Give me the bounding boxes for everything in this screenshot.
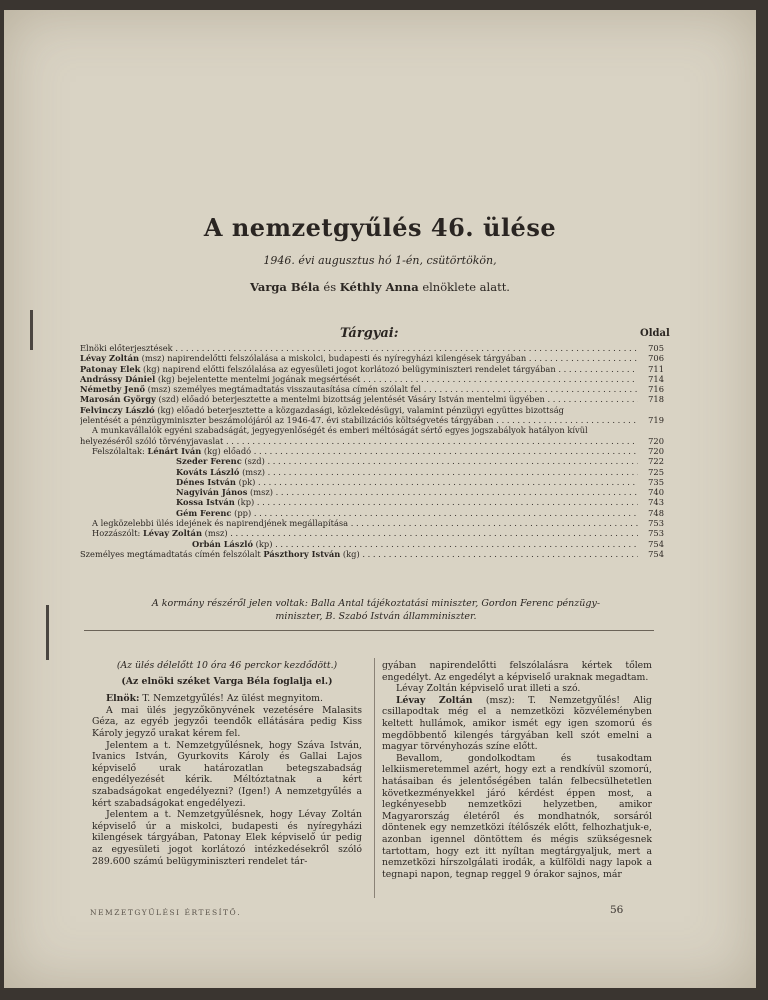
toc-entry-description: A legközelebbi ülés idejének és napirendjének megállapítása (92, 518, 349, 529)
toc-entry-description: (kg) napirend előtti felszólalása az egyesületi jogot korlátozó belügyminiszteri rendelet tárgyában (140, 363, 556, 374)
toc-entry-description: (kp) (252, 538, 273, 549)
toc-page-number: 753 (648, 528, 664, 539)
toc-page-column-label: Oldal (640, 328, 670, 339)
toc-row (80, 374, 664, 384)
toc-page-number: 705 (648, 343, 664, 353)
toc-speaker-name: Kováts László (176, 466, 240, 477)
paragraph-text: (msz): T. Nemzetgyűlés! Alig csillapodtak még el a nemzetközi közvéleményben keltett hullámok, amikor ismét egy igen szomorú és megdöbbentő kilengés tárgyában kell szót emelni a magyar törvényhozás színe előtt. (382, 694, 652, 753)
toc-speaker-name: Lévay Zoltán (80, 353, 140, 364)
toc-entry-description: (pp) (231, 507, 252, 518)
toc-row (80, 518, 664, 528)
toc-row (80, 436, 664, 446)
toc-entry-description: (kg) bejelentette mentelmi jogának megsértését (155, 373, 361, 384)
toc-entry-text (80, 518, 638, 528)
toc-speaker-name: Andrássy Dániel (80, 373, 156, 384)
toc-row (80, 425, 664, 435)
toc-speaker-name: Németby Jenő (80, 384, 146, 395)
toc-row (80, 364, 664, 374)
toc-row (80, 394, 664, 404)
toc-entry-description: helyezéséről szóló törvényjavaslat (80, 435, 224, 446)
session-date: 1946. évi augusztus hó 1-én, csütörtökön, (263, 254, 497, 267)
toc-entry-text (80, 436, 638, 446)
paragraph: Bevallom, gondolkodtam és tusakodtam lelkiismeretemmel azért, hogy ezt a rendkívül szomorú, hatásaiban és jelentőségében talán felbecsülhetetlen következményekkel járó kérdést éppen most, a legkényesebb nemzetközi helyzetben, amikor Magyarország életéről és mondhatnók, sorsáról döntenek egy nemzetközi ítélőszék előtt, felhozhatjuk-e, azonban igennel döntöttem és mégis szükségesnek tartottam, hogy ezt itt nyíltan megtárgyaljuk, mert a nemzetközi hírszolgálati irodák, a külföldi nagy lapok a tegnapi napon, tegnap reggel 9 órakor sajnos, már (382, 752, 652, 880)
toc-row (80, 353, 664, 363)
toc-page-number: 740 (648, 487, 664, 498)
toc-row (80, 539, 664, 549)
publication-name: NEMZETGYŰLÉSI ÉRTESÍTŐ. (90, 908, 242, 917)
toc-speaker-name: Lénárt Iván (147, 445, 202, 456)
toc-row (80, 384, 664, 394)
toc-speaker-name: Dénes István (176, 476, 236, 487)
page-title: A nemzetgyűlés 46. ülése (203, 213, 557, 242)
government-line-1: A kormány részéről jelen voltak: Balla Antal tájékoztatási miniszter, Gordon Ferenc pénzügy- (151, 598, 601, 609)
toc-page-number: 754 (648, 538, 664, 549)
government-attendance (86, 597, 666, 623)
chair-conj: és (323, 280, 337, 294)
toc-speaker-name: Kossa István (176, 497, 235, 508)
toc-heading: Tárgyai: (340, 326, 399, 341)
toc-page-number: 722 (648, 456, 664, 467)
chair-2: Kéthly Anna (339, 280, 419, 294)
toc-entry-description: Elnöki előterjesztések (80, 343, 173, 353)
toc-speaker-name: Gém Ferenc (176, 507, 232, 518)
chair-1: Varga Béla (250, 280, 320, 294)
chair-suffix: elnöklete alatt. (422, 280, 510, 294)
toc-speaker-name: Patonay Elek (80, 363, 141, 374)
divider (84, 630, 654, 631)
toc-row (80, 446, 664, 456)
paragraph (92, 693, 362, 705)
paragraph: Lévay Zoltán képviselő urat illeti a szó. (396, 683, 581, 695)
toc-row (80, 415, 664, 425)
toc-entry-description: (kg) (340, 548, 360, 559)
toc-row (80, 487, 664, 497)
binding-staple (30, 310, 33, 350)
toc-speaker-name: Marosán György (80, 394, 156, 405)
toc-row (80, 343, 664, 353)
toc-entry-text (80, 353, 638, 363)
toc-row (80, 508, 664, 518)
chairs-line (4, 280, 756, 294)
toc-row (80, 528, 664, 538)
speaker-name: Elnök: (106, 693, 140, 705)
toc-row (80, 477, 664, 487)
toc-row (80, 497, 664, 507)
paragraph: gyában napirendelőtti felszólalásra kértek tőlem engedélyt. Az engedélyt a képviselő uraknak megadtam. (382, 660, 652, 683)
toc-entry-text (80, 549, 638, 559)
toc-row (80, 405, 664, 415)
toc-speaker-name: Orbán László (192, 538, 253, 549)
binding-staple (46, 605, 49, 660)
government-line-2: miniszter, B. Szabó István államminiszter. (275, 611, 477, 622)
right-column (382, 660, 652, 880)
toc-entry-description: (msz) (239, 466, 266, 477)
chair-note: (Az elnöki széket Varga Béla foglalja el.) (121, 675, 333, 687)
toc-entry-text (80, 394, 638, 404)
toc-entry-text (80, 456, 638, 466)
toc-entry-text (80, 467, 638, 477)
toc-page-number: 720 (648, 445, 664, 456)
toc-speaker-name: Pászthory István (263, 548, 341, 559)
toc-page-number: 748 (648, 507, 664, 518)
toc-entry-description: (kp) (234, 497, 255, 508)
toc-entry-text (80, 539, 638, 549)
toc-page-number: 706 (648, 353, 664, 364)
paragraph (382, 695, 652, 753)
toc-page-number: 753 (648, 518, 664, 529)
toc-entry-text (80, 477, 638, 487)
toc-entry-text (80, 384, 638, 394)
paragraph: A mai ülés jegyzőkönyvének vezetésére Malasits Géza, az egyéb jegyzői teendők ellátására pedig Kiss Károly jegyző urakat kérem fel. (92, 704, 362, 739)
toc-entry-text (80, 364, 638, 374)
toc-entry-text (80, 374, 638, 384)
column-separator (374, 658, 375, 898)
toc-page-number: 716 (648, 384, 664, 395)
toc-entry-text (80, 343, 638, 353)
toc-entry-description: (msz) napirendelőtti felszólalása a miskolci, budapesti és nyíregyházi kilengések tárgyában (139, 353, 527, 364)
toc-entry-text (80, 405, 638, 415)
toc-row (80, 467, 664, 477)
toc-entry-text (80, 508, 638, 518)
toc-entry-description: (msz) személyes megtámadtatás visszautasítása címén szólalt fel (145, 384, 422, 395)
toc-entry-description: (msz) (201, 528, 228, 539)
toc-entry-description: (msz) (247, 487, 273, 498)
toc-speaker-name: Felvinczy László (80, 404, 155, 415)
toc-entry-text (80, 415, 638, 425)
toc-entry-description: (szd) előadó beterjesztette a mentelmi bizottság jelentését Vásáry István mentelmi ügyében (155, 394, 545, 405)
toc-speaker-name: Szeder Ferenc (176, 456, 242, 467)
paragraph: Jelentem a t. Nemzetgyűlésnek, hogy Lévay Zoltán képviselő úr a miskolci, budapesti és nyíregyházi kilengések tárgyában, Patonay Elek képviselő úr pedig az egyesületi jogot korlátozó intézkedésekről szóló 289.600 számú belügyminiszteri rendelet tár- (92, 809, 362, 867)
toc-entry-description: (szd) (241, 456, 265, 467)
toc-entry-text (80, 425, 638, 435)
toc-entry-description: A munkavállalók egyéni szabadságát, jegyegyenlőségét és emberi méltóságát sértő egyes jogszabályok hatályon kívül (92, 425, 588, 436)
page-number: 56 (610, 904, 624, 916)
toc-speaker-name: Lévay Zoltán (142, 528, 202, 539)
toc-page-number: 754 (648, 548, 664, 559)
toc-entry-text (80, 497, 638, 507)
toc-entry-text (80, 528, 638, 538)
toc-page-number: 714 (648, 373, 664, 384)
paragraph: Jelentem a t. Nemzetgyűlésnek, hogy Száva István, Ivanics István, Gyurkovits Károly és Gallai Lajos képviselő urak határozatlan betegszabadság engedélyezését kérik. Méltóztatnak a kért szabadságokat engedélyezni? (Igen!) A nemzetgyűlés a kért szabadságokat engedélyezi. (92, 739, 362, 809)
toc-page-number: 718 (648, 394, 664, 405)
paragraph-text: T. Nemzetgyűlés! Az ülést megnyitom. (139, 693, 323, 705)
toc-speaker-name: Nagyiván János (176, 487, 248, 498)
toc-row (80, 456, 664, 466)
toc-page-number: 735 (648, 476, 664, 487)
toc-entry-prefix: Felszólaltak: (92, 445, 148, 456)
toc-page-number: 743 (648, 497, 664, 508)
toc-page-number: 725 (648, 466, 664, 477)
toc-page-number: 711 (648, 363, 664, 374)
toc-entry-description: jelentését a pénzügyminiszter beszámolójáról az 1946-47. évi stabilizációs költségvetés tárgyában (80, 415, 494, 426)
speaker-name: Lévay Zoltán (396, 694, 473, 706)
toc-entry-description: (kg) előadó (201, 445, 252, 456)
toc-entry-description: (kg) előadó beterjesztette a közgazdasági, közlekedésügyi, valamint pénzügyi együttes bizottság (154, 404, 564, 415)
left-column (92, 660, 362, 867)
toc-page-number: 719 (648, 415, 664, 426)
toc-row (80, 549, 664, 559)
toc-page-number: 720 (648, 435, 664, 446)
opening-note: (Az ülés délelőtt 10 óra 46 perckor kezdődött.) (116, 660, 338, 671)
document-page (4, 10, 756, 988)
toc-entry-text (80, 487, 638, 497)
toc-entry-prefix: Hozzászólt: (92, 528, 143, 539)
toc-entry-prefix: Személyes megtámadtatás címén felszólalt (80, 548, 264, 559)
table-of-contents (80, 343, 664, 559)
toc-entry-text (80, 446, 638, 456)
toc-entry-description: (pk) (235, 476, 256, 487)
